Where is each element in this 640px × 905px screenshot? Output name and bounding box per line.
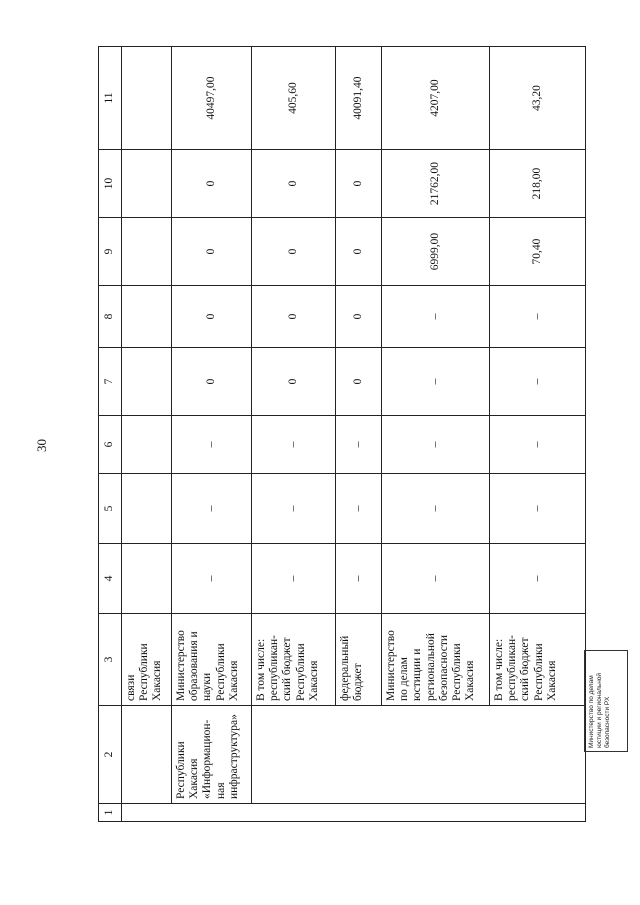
table-cell — [122, 150, 172, 218]
table-cell: – — [252, 474, 336, 544]
column-header: 6 — [99, 416, 122, 474]
table-cell: 4207,00 — [382, 47, 490, 150]
column-header: 9 — [99, 218, 122, 286]
table-cell: – — [172, 416, 252, 474]
table-cell — [122, 218, 172, 286]
column-header: 3 — [99, 614, 122, 706]
table-cell: – — [382, 474, 490, 544]
table-cell: 21762,00 — [382, 150, 490, 218]
table-cell: – — [382, 416, 490, 474]
table-cell — [122, 804, 586, 822]
table-cell — [122, 47, 172, 150]
column-header: 7 — [99, 348, 122, 416]
table-cell: – — [252, 416, 336, 474]
table-row — [336, 47, 382, 822]
table-cell: 0 — [252, 218, 336, 286]
table-row — [172, 47, 252, 822]
table-cell: – — [172, 474, 252, 544]
table-cell: – — [382, 544, 490, 614]
table-cell: 6999,00 — [382, 218, 490, 286]
table-cell: 43,20 — [490, 47, 586, 150]
table-cell: 0 — [252, 348, 336, 416]
table-cell: – — [490, 544, 586, 614]
column-header: 10 — [99, 150, 122, 218]
table-cell: Министерство образования и науки Республики Хакасия — [172, 614, 252, 706]
ministry-stamp: Министерство по делам юстиции и региональной безопасности РХ — [584, 650, 628, 752]
table-cell: 0 — [336, 286, 382, 348]
table-row — [490, 47, 586, 822]
table-cell — [122, 706, 172, 804]
page-number: 30 — [34, 439, 49, 452]
table-cell: 0 — [172, 348, 252, 416]
budget-table — [98, 46, 586, 822]
table-row — [252, 47, 336, 822]
table-cell: – — [490, 474, 586, 544]
column-header: 5 — [99, 474, 122, 544]
table-cell: 405,60 — [252, 47, 336, 150]
table-cell: – — [172, 544, 252, 614]
table-cell — [122, 348, 172, 416]
budget-table-container — [98, 47, 586, 822]
column-header: 1 — [99, 804, 122, 822]
table-cell: 0 — [252, 286, 336, 348]
column-header: 4 — [99, 544, 122, 614]
column-header: 11 — [99, 47, 122, 150]
table-cell: 218,00 — [490, 150, 586, 218]
table-cell: 0 — [172, 286, 252, 348]
table-cell: – — [490, 348, 586, 416]
table-cell: 0 — [172, 218, 252, 286]
table-cell: – — [490, 286, 586, 348]
table-cell: – — [336, 416, 382, 474]
table-cell: связи Республики Хакасия — [122, 614, 172, 706]
table-cell: Министерство по делам юстиции и региональной безопасности Республики Хакасия — [382, 614, 490, 706]
table-cell: 0 — [336, 348, 382, 416]
table-cell: – — [252, 544, 336, 614]
table-cell: 40091,40 — [336, 47, 382, 150]
table-cell — [122, 416, 172, 474]
table-row — [382, 47, 490, 822]
table-cell — [122, 286, 172, 348]
table-cell — [252, 706, 586, 804]
table-cell: – — [382, 348, 490, 416]
table-cell: – — [336, 474, 382, 544]
table-cell: 0 — [336, 150, 382, 218]
table-cell — [122, 544, 172, 614]
column-header: 2 — [99, 706, 122, 804]
table-cell: 0 — [252, 150, 336, 218]
table-cell: Республики Хакасия «Информацион-ная инфраструктура» — [172, 706, 252, 804]
table-cell: В том числе: республикан-ский бюджет Республики Хакасия — [490, 614, 586, 706]
table-cell: 40497,00 — [172, 47, 252, 150]
table-cell: – — [336, 544, 382, 614]
column-header: 8 — [99, 286, 122, 348]
header-row — [99, 47, 122, 822]
table-cell: В том числе: республикан-ский бюджет Республики Хакасия — [252, 614, 336, 706]
table-cell — [122, 474, 172, 544]
table-cell: 0 — [336, 218, 382, 286]
table-row — [122, 47, 172, 822]
table-cell: – — [490, 416, 586, 474]
table-cell: 0 — [172, 150, 252, 218]
table-cell: федеральный бюджет — [336, 614, 382, 706]
table-cell: 70,40 — [490, 218, 586, 286]
table-cell: – — [382, 286, 490, 348]
